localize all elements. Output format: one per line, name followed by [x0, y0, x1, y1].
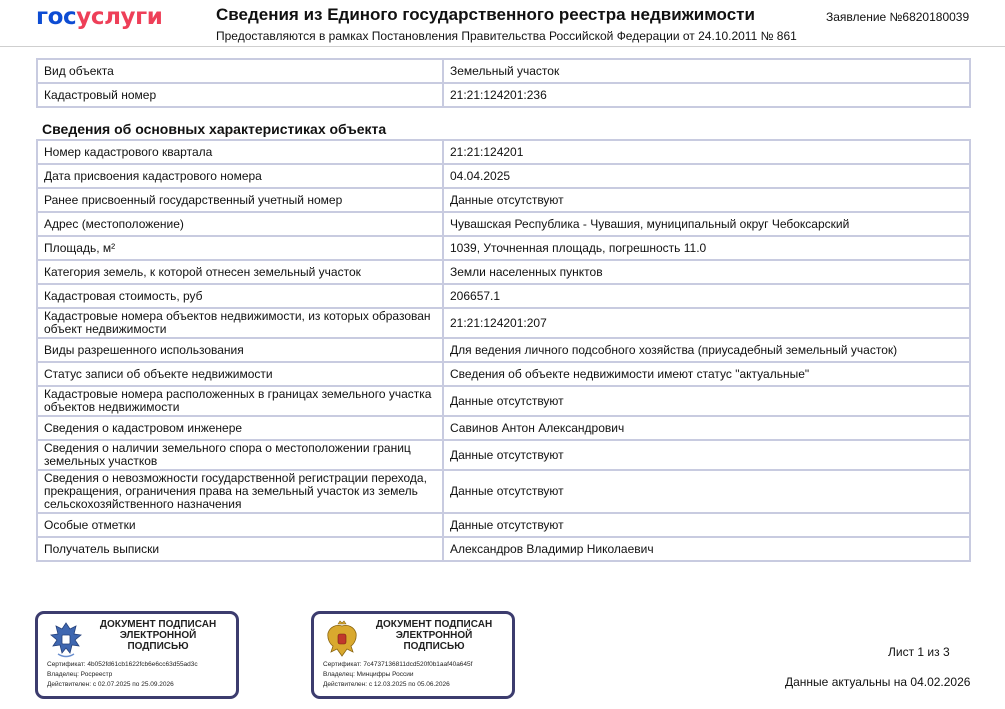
row-label: Дата присвоения кадастрового номера — [37, 164, 443, 188]
table-row — [37, 236, 970, 260]
row-label: Кадастровый номер — [37, 83, 443, 107]
row-value: Данные отсутствуют — [443, 188, 970, 212]
rosreestr-emblem-icon — [48, 620, 84, 660]
application-number: Заявление №6820180039 — [826, 10, 970, 24]
table-row — [37, 362, 970, 386]
row-label: Кадастровая стоимость, руб — [37, 284, 443, 308]
row-label: Ранее присвоенный государственный учетный номер — [37, 188, 443, 212]
document-subtitle: Предоставляются в рамках Постановления Правительства Российской Федерации от 24.10.2011 № 861 — [216, 29, 797, 43]
row-value: Данные отсутствуют — [443, 386, 970, 416]
row-label: Сведения о наличии земельного спора о местоположении границ земельных участков — [37, 440, 443, 470]
coat-of-arms-emblem-icon — [324, 620, 360, 660]
table-row — [37, 188, 970, 212]
table-row — [37, 416, 970, 440]
stamp-details — [323, 660, 472, 690]
table-row — [37, 59, 970, 83]
table-row — [37, 140, 970, 164]
row-value: 04.04.2025 — [443, 164, 970, 188]
table-row — [37, 164, 970, 188]
table-row — [37, 386, 970, 416]
stamp-validity: Действителен: с 12.03.2025 по 05.06.2026 — [323, 681, 450, 688]
table-row — [37, 440, 970, 470]
signature-stamp-rosreestr — [35, 611, 239, 699]
row-label: Номер кадастрового квартала — [37, 140, 443, 164]
table-row — [37, 513, 970, 537]
table-row — [37, 260, 970, 284]
stamp-certificate: Сертификат: 7c4737136811dcd520f0b1aaf40a645f — [323, 661, 473, 668]
gosuslugi-logo[interactable]: госуслуги — [36, 4, 163, 30]
row-value: Данные отсутствуют — [443, 470, 970, 513]
row-value: Сведения об объекте недвижимости имеют статус "актуальные" — [443, 362, 970, 386]
row-label: Сведения о кадастровом инженере — [37, 416, 443, 440]
row-value: Земли населенных пунктов — [443, 260, 970, 284]
row-label: Получатель выписки — [37, 537, 443, 561]
characteristics-table — [36, 139, 971, 562]
stamp-owner: Владелец: Минцифры России — [323, 671, 414, 678]
row-value: Чувашская Республика - Чувашия, муниципальный округ Чебоксарский — [443, 212, 970, 236]
table-row — [37, 83, 970, 107]
table-row — [37, 308, 970, 338]
object-basic-table — [36, 58, 971, 108]
row-value: 206657.1 — [443, 284, 970, 308]
row-value: Савинов Антон Александрович — [443, 416, 970, 440]
document-title: Сведения из Единого государственного реестра недвижимости — [216, 5, 755, 24]
section-title: Сведения об основных характеристиках объекта — [42, 121, 387, 137]
row-value: Данные отсутствуют — [443, 440, 970, 470]
row-label: Статус записи об объекте недвижимости — [37, 362, 443, 386]
table-row — [37, 338, 970, 362]
document-header — [0, 0, 1005, 47]
row-value: Для ведения личного подсобного хозяйства (приусадебный земельный участок) — [443, 338, 970, 362]
row-value: Данные отсутствуют — [443, 513, 970, 537]
stamp-title: ДОКУМЕНТ ПОДПИСАН ЭЛЕКТРОННОЙ ПОДПИСЬЮ — [99, 619, 217, 652]
row-value: 21:21:124201:207 — [443, 308, 970, 338]
row-label: Вид объекта — [37, 59, 443, 83]
signature-stamp-mincifry — [311, 611, 515, 699]
row-label: Площадь, м² — [37, 236, 443, 260]
table-row — [37, 284, 970, 308]
stamp-title: ДОКУМЕНТ ПОДПИСАН ЭЛЕКТРОННОЙ ПОДПИСЬЮ — [375, 619, 493, 652]
data-actual-date: Данные актуальны на 04.02.2026 — [785, 675, 971, 689]
table-row — [37, 537, 970, 561]
row-value: Земельный участок — [443, 59, 970, 83]
row-label: Сведения о невозможности государственной регистрации перехода, прекращения, ограничения права на земельный участок из земель сельскохозяйственного назначения — [37, 470, 443, 513]
row-label: Адрес (местоположение) — [37, 212, 443, 236]
stamp-details — [47, 660, 198, 690]
row-label: Кадастровые номера расположенных в границах земельного участка объектов недвижимости — [37, 386, 443, 416]
page-counter: Лист 1 из 3 — [888, 645, 950, 659]
row-value: Александров Владимир Николаевич — [443, 537, 970, 561]
row-value: 21:21:124201 — [443, 140, 970, 164]
table-row — [37, 212, 970, 236]
row-label: Категория земель, к которой отнесен земельный участок — [37, 260, 443, 284]
row-value: 1039, Уточненная площадь, погрешность 11.0 — [443, 236, 970, 260]
stamp-certificate: Сертификат: 4b052fd61cb1622fcb6e6cc63d55ad3c — [47, 661, 198, 668]
row-label: Кадастровые номера объектов недвижимости, из которых образован объект недвижимости — [37, 308, 443, 338]
stamp-owner: Владелец: Росреестр — [47, 671, 113, 678]
row-value: 21:21:124201:236 — [443, 83, 970, 107]
row-label: Особые отметки — [37, 513, 443, 537]
row-label: Виды разрешенного использования — [37, 338, 443, 362]
stamp-validity: Действителен: с 02.07.2025 по 25.09.2026 — [47, 681, 174, 688]
table-row — [37, 470, 970, 513]
